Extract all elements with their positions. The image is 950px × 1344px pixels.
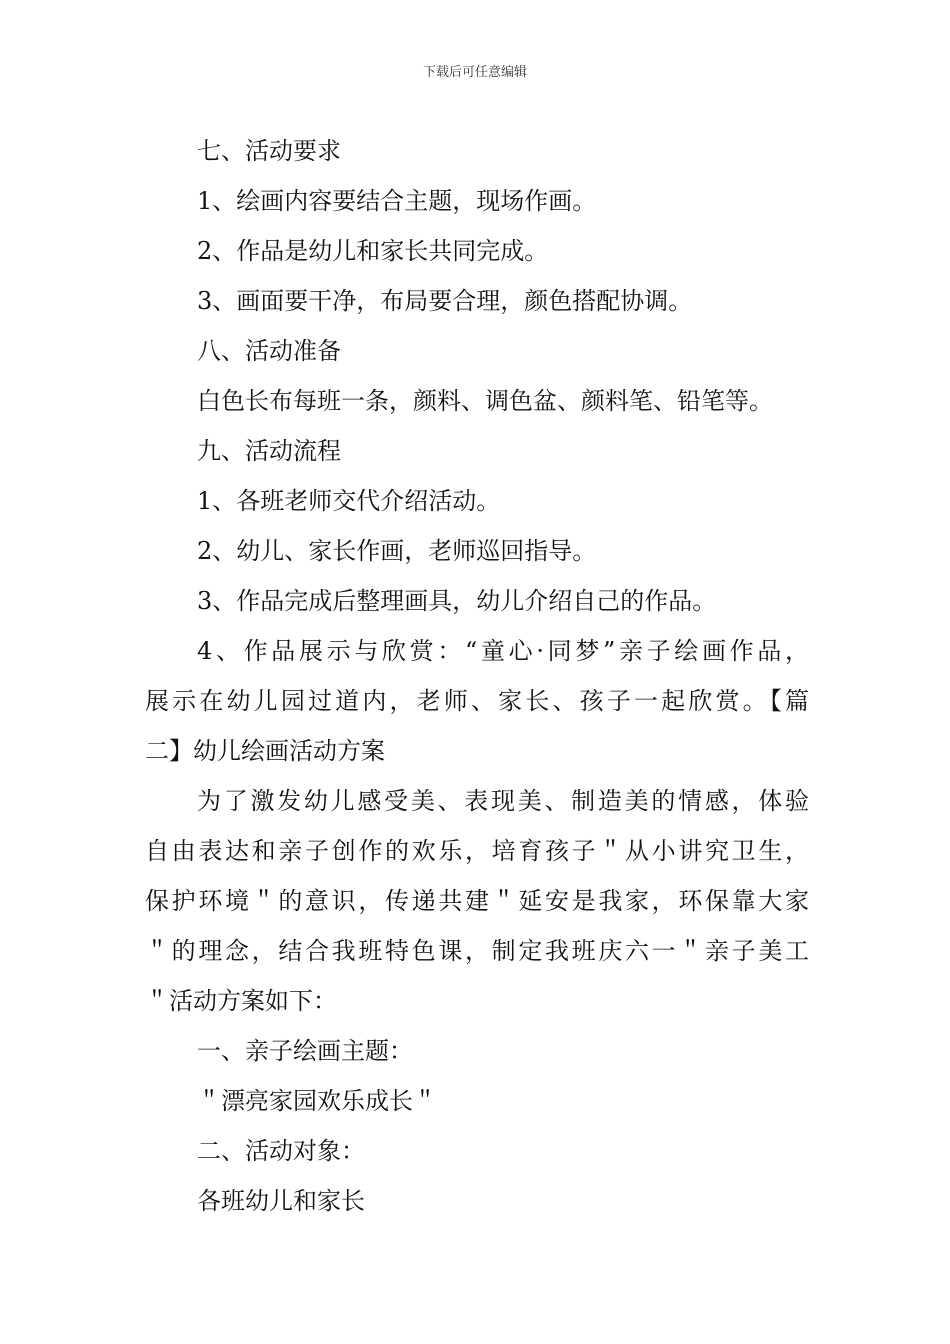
- paragraph-line: 2、作品是幼儿和家长共同完成。: [197, 237, 549, 265]
- paragraph-line: 3、作品完成后整理画具，幼儿介绍自己的作品。: [197, 587, 717, 615]
- paragraph-line: 保护环境＂的意识，传递共建＂延安是我家，环保靠大家: [145, 887, 809, 915]
- paragraph-line: 为了激发幼儿感受美、表现美、制造美的情感，体验: [197, 787, 809, 815]
- paragraph-line: 1、各班老师交代介绍活动。: [197, 487, 501, 515]
- section-heading: 八、活动准备: [197, 337, 341, 365]
- paragraph-line: 4、作品展示与欣赏：“童心·同梦”亲子绘画作品，: [197, 637, 809, 665]
- paragraph-line: ＂漂亮家园欢乐成长＂: [197, 1087, 437, 1115]
- paragraph-line: 自由表达和亲子创作的欢乐，培育孩子＂从小讲究卫生，: [145, 837, 809, 865]
- section-heading: 二、活动对象：: [197, 1137, 365, 1165]
- paragraph-line: 1、绘画内容要结合主题，现场作画。: [197, 187, 597, 215]
- paragraph-line: ＂活动方案如下：: [145, 987, 337, 1015]
- document-body: [145, 126, 809, 1226]
- paragraph-line: 白色长布每班一条，颜料、调色盆、颜料笔、铅笔等。: [197, 387, 773, 415]
- paragraph-line: 展示在幼儿园过道内，老师、家长、孩子一起欣赏。【篇: [145, 687, 809, 715]
- section-heading: 七、活动要求: [197, 137, 341, 165]
- paragraph-line: ＂的理念，结合我班特色课，制定我班庆六一＂亲子美工: [145, 937, 809, 965]
- paragraph-line: 2、幼儿、家长作画，老师巡回指导。: [197, 537, 597, 565]
- section-title: 二】幼儿绘画活动方案: [145, 737, 385, 765]
- section-heading: 九、活动流程: [197, 437, 341, 465]
- paragraph-line: 3、画面要干净，布局要合理，颜色搭配协调。: [197, 287, 693, 315]
- page-header-note: 下载后可任意编辑: [422, 65, 527, 80]
- section-heading: 一、亲子绘画主题：: [197, 1037, 413, 1065]
- paragraph-line: 各班幼儿和家长: [197, 1187, 365, 1215]
